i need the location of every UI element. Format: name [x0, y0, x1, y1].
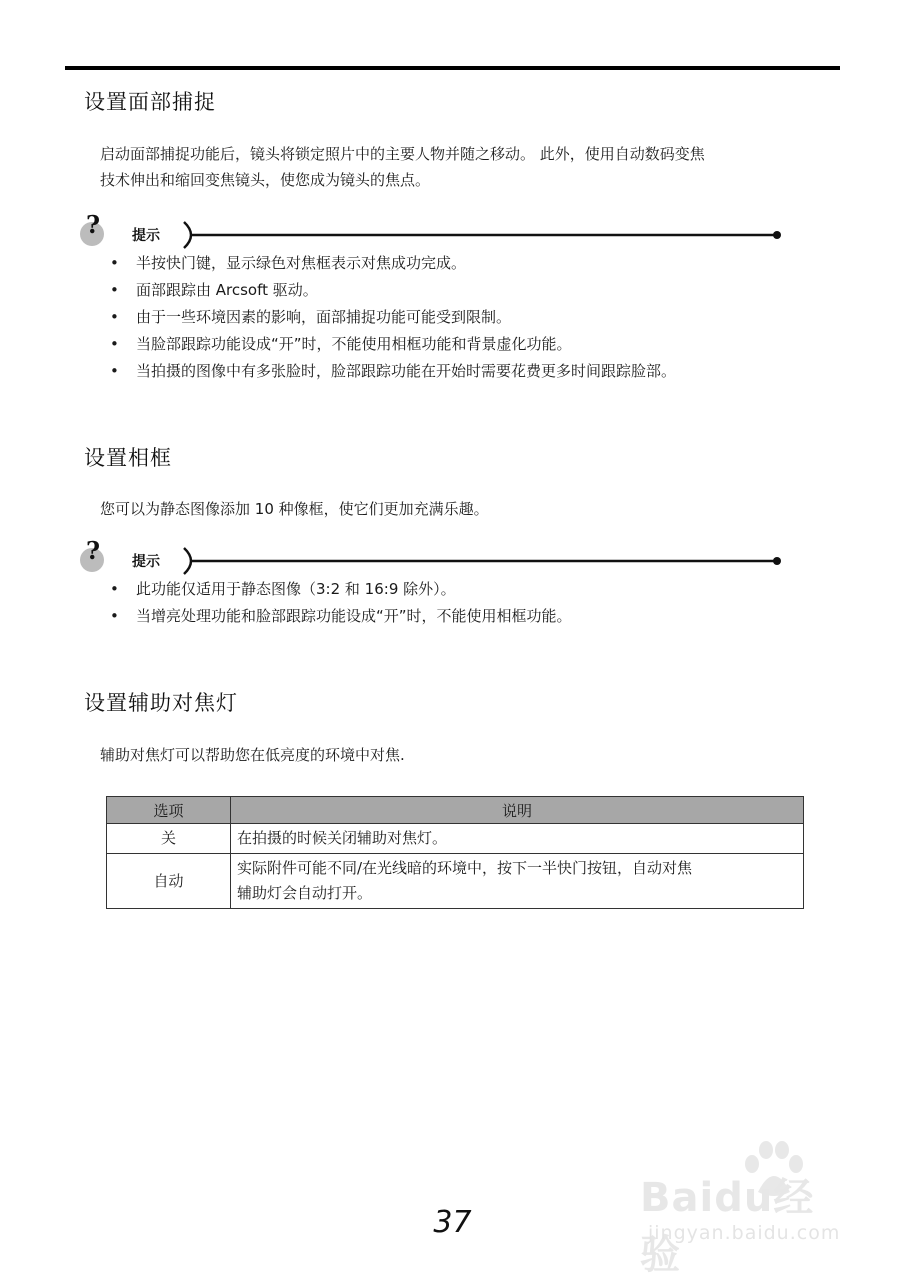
bullet-icon: •	[110, 281, 119, 299]
section-intro-face-capture	[100, 141, 705, 193]
section-intro-af-assist	[100, 742, 405, 768]
option-cell: 自动	[107, 854, 231, 909]
section-title-frame: 设置相框	[84, 446, 172, 470]
description-cell: 实际附件可能不同/在光线暗的环境中，按下一半快门按钮，自动对焦 辅助灯会自动打开。	[231, 854, 804, 909]
page-number: 37	[433, 1205, 472, 1240]
option-cell: 关	[107, 824, 231, 854]
watermark-url: jingyan.baidu.com	[648, 1222, 841, 1244]
options-table	[106, 796, 804, 909]
bullet-icon: •	[110, 308, 119, 326]
table-row	[107, 824, 804, 854]
header-option: 选项	[107, 797, 231, 824]
tip-list-face-capture	[110, 250, 676, 385]
bullet-icon: •	[110, 362, 119, 380]
section-title-face-capture: 设置面部捕捉	[84, 90, 216, 114]
question-mark-icon: ?	[86, 210, 101, 239]
section-title-af-assist: 设置辅助对焦灯	[84, 691, 238, 715]
tip-banner	[80, 536, 785, 578]
watermark-brand: Baidu经验	[640, 1175, 815, 1278]
tip-list-frame	[110, 576, 572, 630]
description-cell: 在拍摄的时候关闭辅助对焦灯。	[231, 824, 804, 854]
question-mark-icon: ?	[86, 536, 101, 565]
list-item: • 当拍摄的图像中有多张脸时，脸部跟踪功能在开始时需要花费更多时间跟踪脸部。	[110, 358, 676, 385]
table-row	[107, 854, 804, 909]
tip-banner	[80, 210, 785, 252]
header-description: 说明	[231, 797, 804, 824]
tip-label: 提示	[132, 554, 160, 570]
tip-label: 提示	[132, 228, 160, 244]
bullet-icon: •	[110, 254, 119, 272]
list-item: • 当脸部跟踪功能设成“开”时，不能使用相框功能和背景虚化功能。	[110, 331, 676, 358]
list-item: • 面部跟踪由 Arcsoft 驱动。	[110, 277, 676, 304]
intro-line: 技术伸出和缩回变焦镜头，使您成为镜头的焦点。	[100, 171, 431, 189]
tip-banner-line	[80, 544, 785, 578]
bullet-icon: •	[110, 607, 119, 625]
list-item: • 由于一些环境因素的影响，面部捕捉功能可能受到限制。	[110, 304, 676, 331]
intro-line: 辅助对焦灯可以帮助您在低亮度的环境中对焦.	[100, 746, 405, 764]
intro-line: 启动面部捕捉功能后，镜头将锁定照片中的主要人物并随之移动。 此外，使用自动数码变焦	[100, 145, 705, 163]
table-header-row	[107, 797, 804, 824]
bullet-icon: •	[110, 580, 119, 598]
list-item: • 当增亮处理功能和脸部跟踪功能设成“开”时，不能使用相框功能。	[110, 603, 572, 630]
section-intro-frame	[100, 496, 489, 522]
list-item: • 此功能仅适用于静态图像（3:2 和 16:9 除外）。	[110, 576, 572, 603]
bullet-icon: •	[110, 335, 119, 353]
list-item: • 半按快门键，显示绿色对焦框表示对焦成功完成。	[110, 250, 676, 277]
intro-line: 您可以为静态图像添加 10 种像框，使它们更加充满乐趣。	[100, 500, 489, 518]
top-rule	[65, 66, 840, 70]
tip-banner-line	[80, 218, 785, 252]
